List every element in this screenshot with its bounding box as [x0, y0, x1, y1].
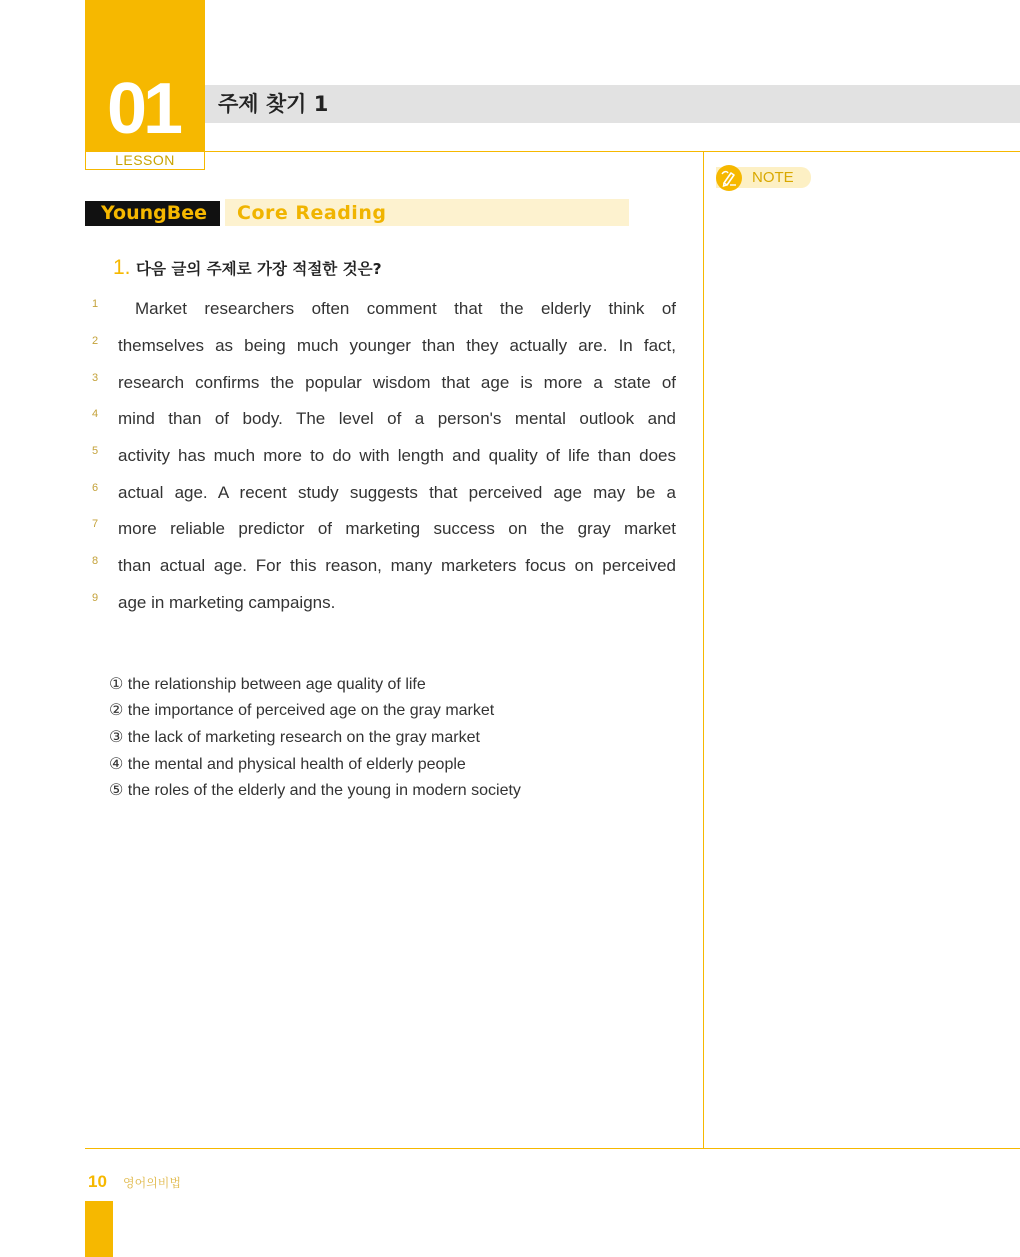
- book-title: 영어의비법: [123, 1176, 181, 1190]
- footer-divider: [85, 1148, 1020, 1149]
- question-number: 1.: [113, 256, 131, 279]
- section-title: Core Reading: [225, 199, 629, 226]
- question-prompt: 다음 글의 주제로 가장 적절한 것은?: [136, 260, 382, 278]
- header-divider: [205, 151, 1020, 152]
- passage-line: themselves as being much younger than they actually are. In fact,: [118, 336, 676, 355]
- note-column-divider: [703, 152, 704, 1149]
- page-title: 주제 찾기 1: [218, 92, 329, 116]
- line-number: 4: [92, 408, 99, 420]
- passage-line: actual age. A recent study suggests that perceived age may be a: [118, 483, 676, 502]
- lesson-label: LESSON: [85, 151, 205, 170]
- answer-choice-5[interactable]: ⑤ the roles of the elderly and the young in modern society: [109, 782, 521, 799]
- line-number: 9: [92, 592, 99, 604]
- footer-tab: [85, 1201, 113, 1257]
- lesson-number: 01: [106, 69, 180, 149]
- note-label: NOTE: [752, 169, 794, 186]
- answer-choice-1[interactable]: ① the relationship between age quality of life: [109, 676, 426, 693]
- line-number: 8: [92, 555, 99, 567]
- line-number: 1: [92, 298, 99, 310]
- passage-line: activity has much more to do with length and quality of life than does: [118, 446, 676, 465]
- pencil-icon: [716, 165, 742, 191]
- passage-line: more reliable predictor of marketing success on the gray market: [118, 519, 676, 538]
- line-number: 2: [92, 335, 99, 347]
- passage-line: mind than of body. The level of a person's mental outlook and: [118, 409, 676, 428]
- passage-line: research confirms the popular wisdom that age is more a state of: [118, 373, 676, 392]
- passage-line: Market researchers often comment that the elderly think of: [135, 299, 676, 318]
- line-number: 6: [92, 482, 99, 494]
- answer-choice-3[interactable]: ③ the lack of marketing research on the gray market: [109, 729, 480, 746]
- answer-choice-2[interactable]: ② the importance of perceived age on the gray market: [109, 702, 495, 719]
- passage-line: age in marketing campaigns.: [118, 593, 336, 612]
- brand-label: YoungBee: [85, 201, 220, 226]
- passage-line: than actual age. For this reason, many marketers focus on perceived: [118, 556, 676, 575]
- line-number: 7: [92, 518, 99, 530]
- page-number: 10: [88, 1172, 107, 1191]
- answer-choice-4[interactable]: ④ the mental and physical health of elderly people: [109, 756, 466, 773]
- line-number: 3: [92, 372, 99, 384]
- line-number: 5: [92, 445, 99, 457]
